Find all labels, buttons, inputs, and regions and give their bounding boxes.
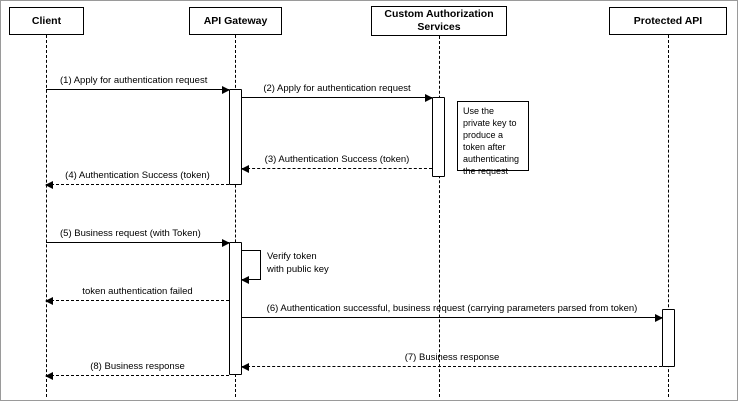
participant-api-gateway-label: API Gateway <box>203 14 268 27</box>
message-line <box>242 168 432 169</box>
participant-protected-api-label: Protected API <box>633 14 703 27</box>
arrowhead-left-icon <box>241 363 249 371</box>
note-private-key <box>457 101 529 176</box>
message-line <box>46 184 229 185</box>
self-message-segment-right <box>260 250 261 280</box>
message-line <box>242 97 432 98</box>
arrowhead-left-icon <box>45 181 53 189</box>
message-label: (3) Authentication Success (token) <box>264 153 410 165</box>
arrowhead-left-icon <box>45 297 53 305</box>
participant-api-gateway[interactable] <box>189 7 282 35</box>
participant-custom-authorization-services-label: Custom Authorization Services <box>384 8 494 33</box>
message-label: (5) Business request (with Token) <box>60 227 201 239</box>
participant-protected-api[interactable] <box>609 7 727 35</box>
message-label: (1) Apply for authentication request <box>60 74 208 86</box>
self-message-label-line1: Verify token <box>267 251 317 262</box>
arrowhead-left-icon <box>45 372 53 380</box>
message-label: token authentication failed <box>82 285 193 297</box>
message-label: (8) Business response <box>90 360 185 372</box>
message-line <box>46 242 229 243</box>
message-line <box>242 317 662 318</box>
arrowhead-left-icon <box>241 276 249 284</box>
activation-bar-gateway-business <box>229 242 242 375</box>
activation-bar-auth-service <box>432 97 445 177</box>
self-message-segment-top <box>242 250 261 251</box>
participant-client[interactable] <box>9 7 84 35</box>
arrowhead-right-icon <box>222 239 230 247</box>
message-line <box>46 89 229 90</box>
message-line <box>46 300 229 301</box>
message-line <box>46 375 229 376</box>
participant-client-label: Client <box>31 14 62 27</box>
lifeline-custom-authorization-services <box>439 36 440 397</box>
arrowhead-right-icon <box>655 314 663 322</box>
self-message-label-line2: with public key <box>267 264 329 275</box>
message-label: (2) Apply for authentication request <box>263 82 411 94</box>
note-text: Use the private key to produce a token after authenticating the request <box>463 106 520 176</box>
message-label: (4) Authentication Success (token) <box>65 169 210 181</box>
message-label: (7) Business response <box>404 351 500 363</box>
participant-custom-authorization-services[interactable] <box>371 6 507 36</box>
arrowhead-right-icon <box>425 94 433 102</box>
activation-bar-protected-api <box>662 309 675 367</box>
self-message-verify-token[interactable] <box>242 250 329 280</box>
arrowhead-left-icon <box>241 165 249 173</box>
message-line <box>242 366 662 367</box>
arrowhead-right-icon <box>222 86 230 94</box>
message-label: (6) Authentication successful, business request (carrying parameters parsed from token) <box>266 302 638 314</box>
